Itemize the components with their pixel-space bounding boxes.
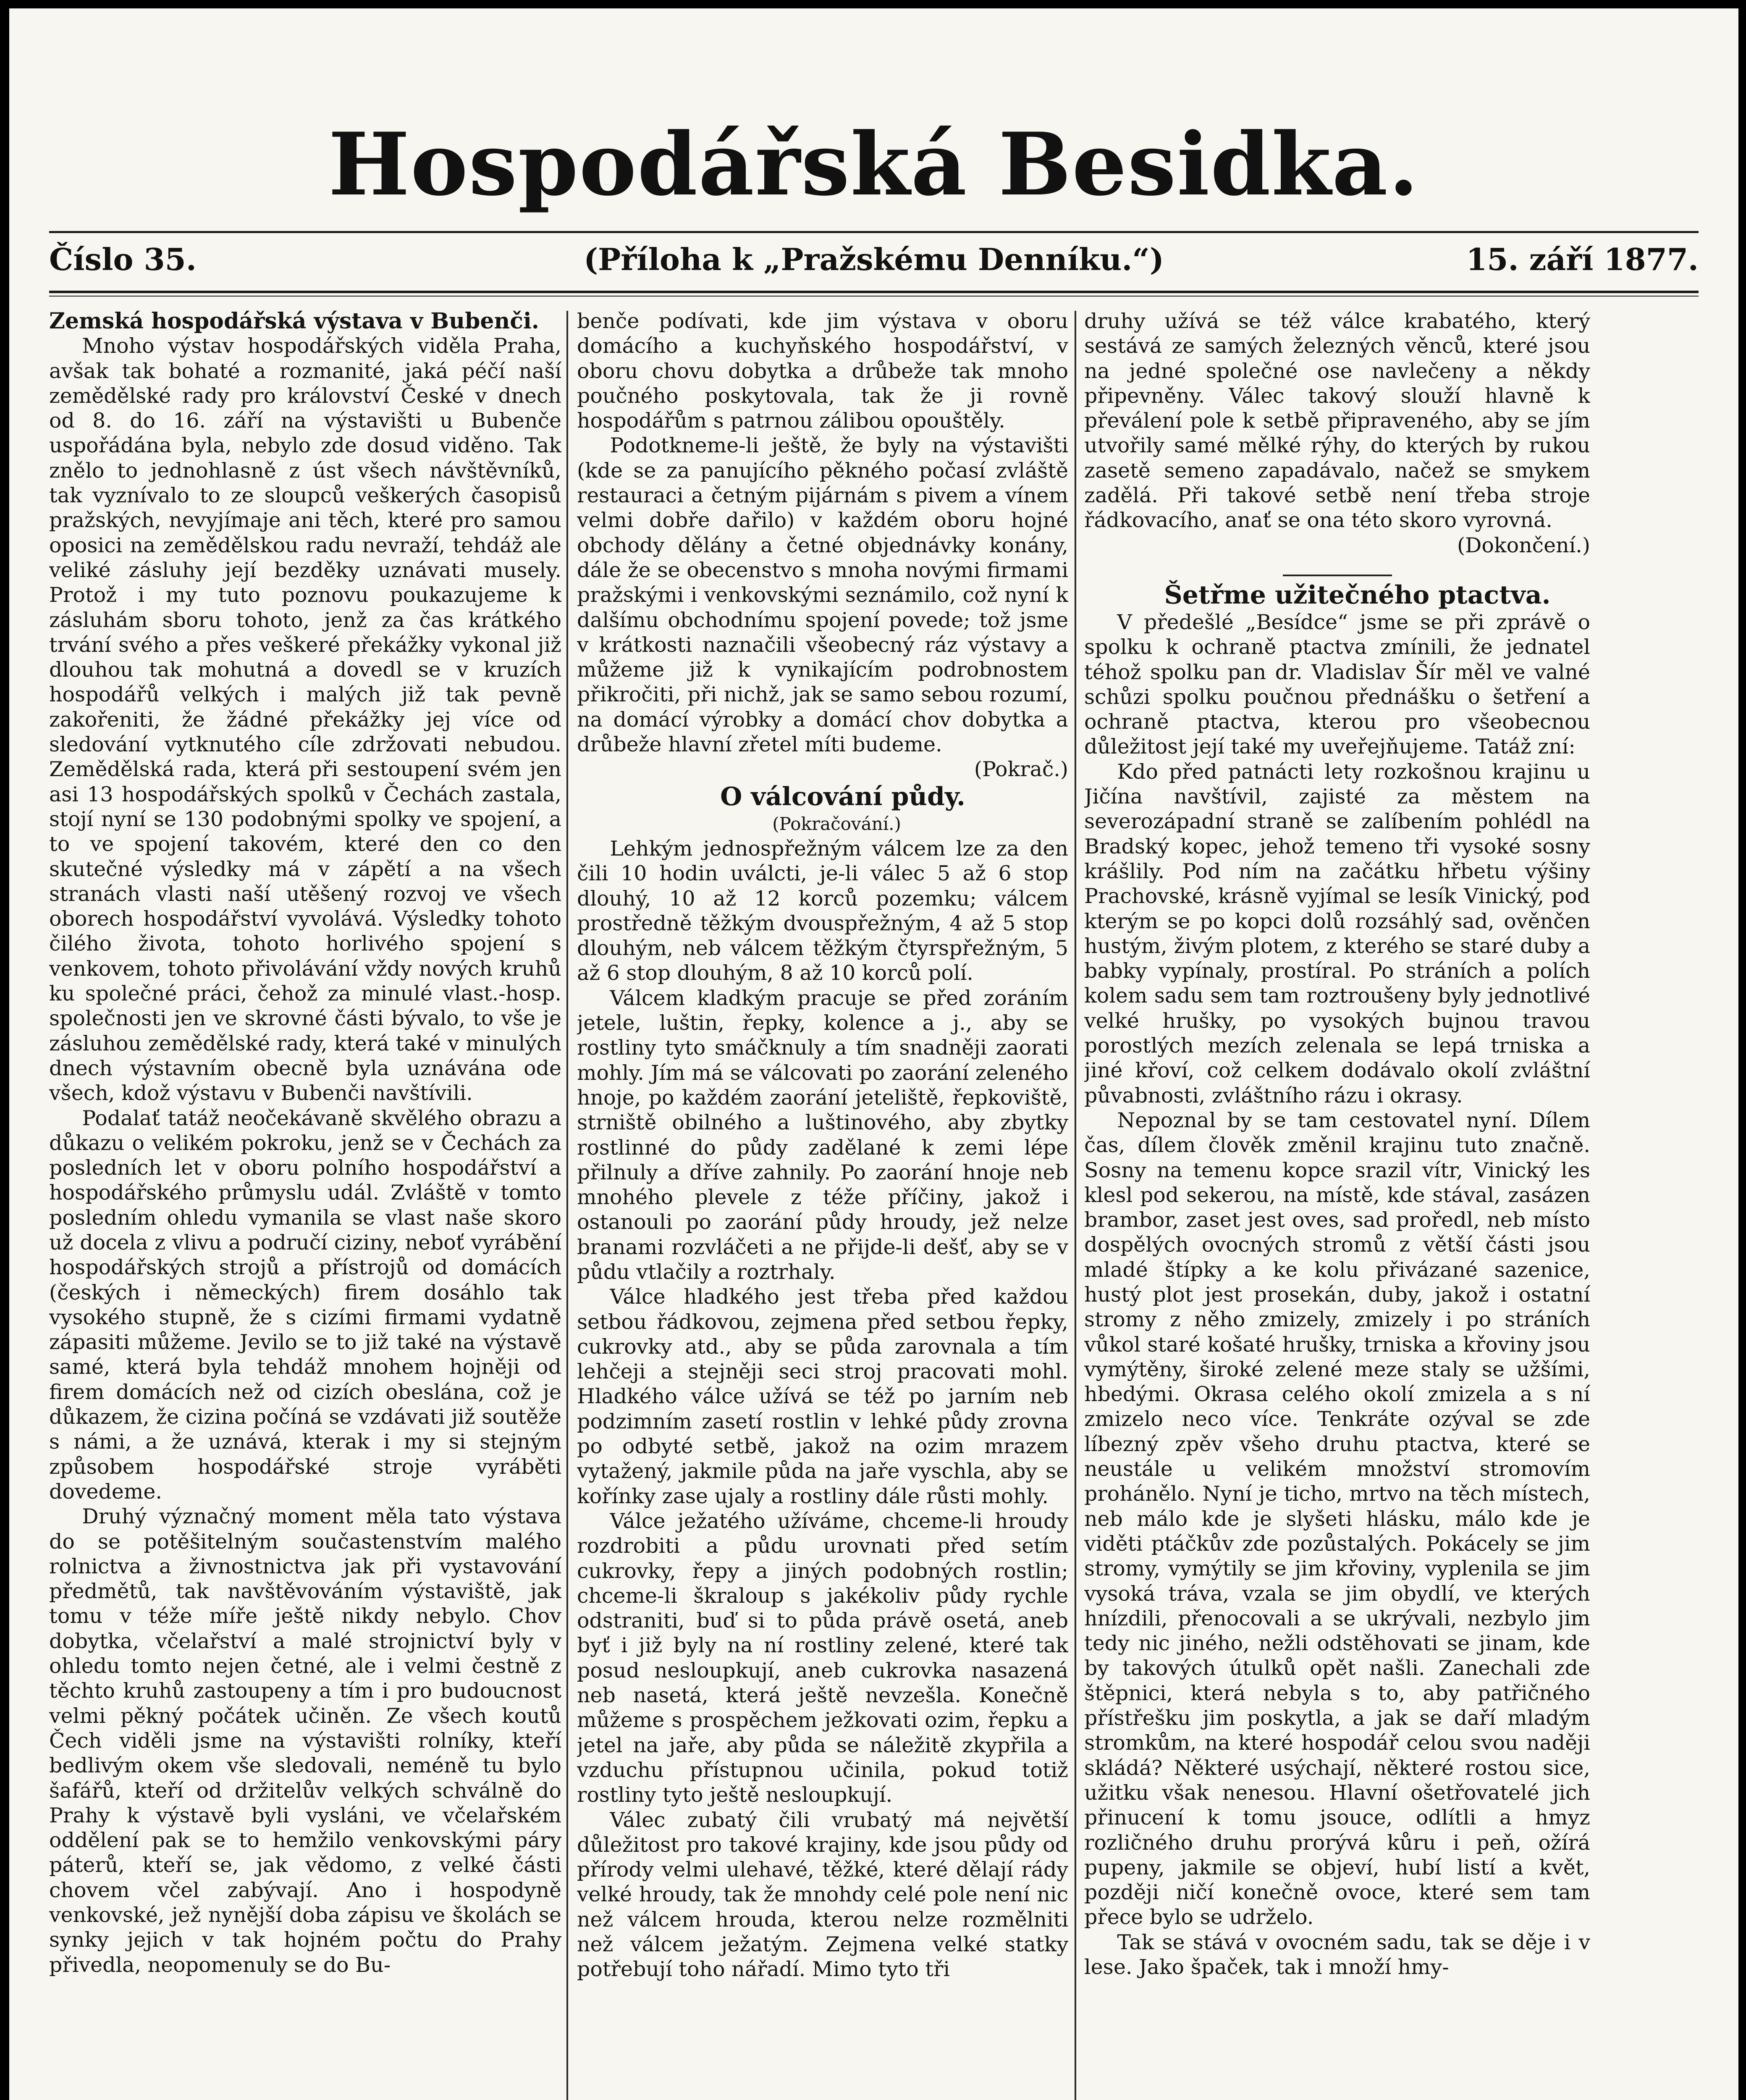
paragraph: V předešlé „Besídce“ jsme se při zprávě o spolku k ochraně ptactva zmínili, že jednatel téhož spolku pan dr. Vladislav Šír měl ve valné schůzi spolku poučnou přednášku o šetření a ochraně ptactva, kterou pro všeobecnou důležitost její také my uveřejňujeme. Tatáž zní: bbox=[1084, 610, 1590, 759]
paragraph: Kdo před patnácti lety rozkošnou krajinu u Jičína navštívil, zajisté za městem na severozápadní straně se zalíbením pohlédl na Bradský kopec, jehož temeno tři vysoké sosny krášlily. Pod ním na začátku hřbetu výšiny Prachovské, krásně vyjímal se lesík Vinický, pod kterým se po kopci dolů rozsáhlý sad, ověnčen hustým, živým plotem, z kteréhо se staré duby a babky vypínaly, prostíral. Po stráních a polích kolem sadu sem tam roztroušeny byly jednotlivé velké hrušky, po vysokých bujnou travou porostlých mezích zelenala se lepá trniska a jiné křoví, což celkem dodávalo okolí zvláštní půvabnosti, zvláštního rázu i okrasy. bbox=[1084, 759, 1590, 1108]
page-title: Hospodářská Besidka. bbox=[328, 114, 1420, 215]
section-title: Šetřme užitečného ptactva. bbox=[1164, 580, 1551, 610]
issue-number: Číslo 35. bbox=[49, 242, 197, 277]
paragraph: Podalať tatáž neočekávaně skvělého obrazu a důkazu o velikém pokroku, jenž se v Čechách za posledních let v oboru polního hospodářství a hospodářského průmyslu udál. Zvláště v tomto posledním ohledu vymanila se vlast naše skoro už docela z vlivu a područí ciziny, neboť vyrábění hospodářských strojů a přístrojů od domácích (českých i německých) firem dosáhlo tak vysokého stupně, že s cizími firmami vydatně zápasiti můžeme. Jevilo se to již také na výstavě samé, která byla tehdáž mnohem hojněji od firem domácích než od cizích obeslána, což je důkazem, že cizina počíná se vzdávati již soutěže s námi, a že uznává, kterak i my si stejným způsobem hospodářské stroje vyráběti dovedeme. bbox=[49, 1106, 561, 1504]
newspaper-page bbox=[9, 8, 1738, 2100]
section-title: O válcování půdy. bbox=[720, 782, 965, 811]
paragraph: Tak se stává v ovocném sadu, tak se děje i v lese. Jako špaček, tak i množí hmy- bbox=[1084, 1930, 1590, 1979]
supplement-note: (Příloha k „Pražskému Denníku.“) bbox=[584, 242, 1164, 277]
column-divider bbox=[1075, 311, 1076, 2100]
issue-date: 15. září 1877. bbox=[1466, 242, 1699, 277]
column-1 bbox=[49, 309, 561, 2100]
column-2 bbox=[577, 309, 1068, 2100]
paragraph: Nepoznal by se tam cestovatel nyní. Dílem čas, dílem člověk změnil krajinu tuto značně. Sosny na temenu kopce srazil vítr, Vinický les klesl pod sekerou, na místě, kde stával, zasázen brambor, zaset jest oves, sad proředl, neb místo dospělých ovocných stromů z větší části jsou mladé štípky a ke kolu přivázané sazenice, hustý plot jest prosekán, duby, jakož i ostatní stromy z něho zmizely, zmizely i po stráních vůkol staré košaté hrušky, trniska a křoviny jsou vymýtěny, široké zelené meze staly se užšími, hbedými. Okrasa celého okolí zmizela a s ní zmizelo neco více. Tenkráte ozýval se zde líbezný zpěv všeho druhu ptactva, které se neustále u velikém množství stromovím prohánělo. Nyní je ticho, mrtvo na těch místech, neb málo kde je slyšeti hlásku, málo kde je viděti ptáčkův zde pozůstalých. Pokácely se jim stromy, vymýtily se jim křoviny, vyplenila se jim vysoká tráva, vzala se jim obydlí, ve kterých hnízdili, přenocovali a se ukrývali, nezbylo jim tedy nic jiného, nežli odstěhovati se jinam, kde by takových útulků opět našli. Zanechali zde štěpnici, která nebyla s to, aby patřičného přístřešku jim poskytla, a jak se daří mladým stromkům, na které hospodář celou svou naději skládá? Některé usýchají, některé rostou sice, užitku však nenesou. Hlavní ošetřovatelé jich přinucení k tomu jsouce, odlítli a hmyz rozličného druhu prorývá kůru i peň, ožírá pupeny, jakmile se objeví, hubí listí a květ, později ničí konečně ovoce, které sem tam přece bylo se udrželo. bbox=[1084, 1108, 1590, 1929]
masthead-rule-bottom bbox=[49, 291, 1699, 293]
paragraph: Druhý význačný moment měla tato výstava do se potěšitelným součastenstvím malého rolnictva a živnostnictva jak při vystavování předmětů, tak navštěvováním výstaviště, jak tomu v téže míře ještě nikdy nebylo. Chov dobytka, včelařství a malé strojnictví byly v ohledu tomto nejen četné, ale i velmi čestně z těchto kruhů zastoupeny a tím i pro budoucnost velmi pěkný počátek učiněn. Ze všech koutů Čech viděli jsme na výstavišti rolníky, kteří bedlivým okem vše sledovali, neméně tu bylo šafářů, kteří od držitelův velkých schválně do Prahy k výstavě byli vysláni, ve včelařském oddělení pak se to hemžilo venkovskými páry páterů, kteří se, jak vědomo, z velké části chovem včel zabývají. Ano i hospodyně venkovské, jež nynější doba zápisu ve školách se synky jejich v tak hojném počtu do Prahy přivedla, neopomenuly se do Bu- bbox=[49, 1504, 561, 1977]
continued-note: (Pokrač.) bbox=[974, 757, 1068, 782]
section-separator bbox=[1283, 575, 1392, 576]
article-title: Zemská hospodářská výstava v Bubenči. bbox=[49, 309, 539, 334]
masthead-rule-top bbox=[49, 231, 1699, 233]
section-subtitle: (Pokračování.) bbox=[772, 813, 901, 834]
masthead-rule-bottom-thin bbox=[49, 296, 1699, 297]
masthead-info bbox=[49, 242, 1699, 284]
paragraph: Mnoho výstav hospodářských viděla Praha, avšak tak bohaté a rozmanité, jaká péčí naší zemědělské rady pro království České v dnech od 8. do 16. září na výstavišti u Bubenče uspořádána byla, nebylo zde dosud viděno. Tak znělo to jednohlasně z úst všech návštěvníků, tak vyznívalo to ze sloupců veškerých časopisů pražských, nevyjímaje ani těch, které pro samou oposici na zemědělskou radu nevraží, tehdáž ale veliké zásluhy její bezděky uznávati musely. Protož i my tuto poznovu poukazujeme k zásluhám sboru tohoto, jenž za čas krátkého trvání svého a přes veškeré překážky vykonal již dlouhou tak mohutná a dovedl se v kruzích hospodářů velkých i malých již tak pevně zakořeniti, že žádné překážky jej více od sledování vytknutého cíle zdržovati nebudou. Zemědělská rada, která při sestoupení svém jen asi 13 hospodářských spolků v Čechách zastala, stojí nyní se 130 podobnými spolky ve spojení, a to ve spojení takovém, které den co den skutečné výsledky má v zápětí a na všech stranách vlasti naší utěšený rozvoj ve všech oborech hospodářství vyvolává. Výsledky tohoto čilého života, tohoto horlivého spojení s venkovem, tohoto přivolávání vždy nových kruhů ku společné práci, čehož za minulé vlast.-hosp. společnosti jen ve skrovné části bývalo, to vše je zásluhou zemědělské rady, která také v minulých dnech výstavním obecně byla uznávána ode všech, kdož výstavu v Bubenči navštívili. bbox=[49, 334, 561, 1105]
paragraph: Válce hladkého jest třeba před každou setbou řádkovou, zejmena před setbou řepky, cukrovky atd., aby se půda zarovnala a tím lehčeji a stejněji seci stroj pracovati mohl. Hladkého válce užívá se též po jarním neb podzimním zasetí rostlin v lehké půdy zrovna po odbyté setbě, jakož na ozim mrazem vytažený, jakmile půda na jaře vyschla, aby se kořínky zase ujaly a rostliny dále růsti mohly. bbox=[577, 1285, 1068, 1508]
concluded-note: (Dokončení.) bbox=[1457, 533, 1590, 557]
paragraph: druhy užívá se též válce krabatého, který sestává ze samých železných věnců, které jsou na jedné společné ose navlečeny a někdy připevněny. Válec takový slouží hlavně k převálení pole k setbě připraveného, aby se jím utvořily samé mělké rýhy, do kterých by rukou zasetě semeno zapadávalo, načež se smykem zadělá. Při takové setbě není třeba stroje řádkovacího, anať se ona této skoro vyrovná. bbox=[1084, 309, 1590, 533]
column-3 bbox=[1084, 309, 1590, 2100]
paragraph: Lehkým jednospřežným válcem lze za den čili 10 hodin uválcti, je-li válec 5 až 6 stop dlouhý, 10 až 12 korců pozemku; válcem prostředně těžkým dvouspřežným, 4 až 5 stop dlouhým, neb válcem těžkým čtyrspřežným, 5 až 6 stop dlouhým, 8 až 10 korců polí. bbox=[577, 836, 1068, 985]
paragraph: Podotkneme-li ještě, že byly na výstavišti (kde se za panujícího pěkného počasí zvláště restauraci a četným pijárnám s pivem a vínem velmi dobře dařilo) v každém oboru hojné obchody dělány a četné objednávky konány, dále že se obecenstvo s mnoha novými firmami pražskými i venkovskými seznámilo, což nyní k dalšímu obchodnímu spojení povede; tož jsme v krátkosti naznačili všeobecný ráz výstavy a můžeme již k vynikajícím podrobnostem přikročiti, při nichž, jak se samo sebou rozumí, na domácí výrobky a domácí chov dobytka a drůbeže hlavní zřetel míti budeme. bbox=[577, 433, 1068, 757]
paragraph: Válec zubatý čili vrubatý má největší důležitost pro takové krajiny, kde jsou půdy od přírody velmi ulehavé, těžké, které dělají rády velké hroudy, tak že mnohdy celé pole není nic než válcem hrouda, kterou nelze rozmělniti než válcem ježatým. Zejmena velké statky potřebují toho nářadí. Mimo tyto tři bbox=[577, 1808, 1068, 1982]
column-divider bbox=[566, 311, 568, 2100]
paragraph: Válce ježatého užíváme, chceme-li hroudy rozdrobiti a půdu urovnati před setím cukrovky, řepy a jiných podobných rostlin; chceme-li škraloup s jakékoliv půdy rychle odstraniti, buď si to půda právě osetá, aneb byť i již byly na ní rostliny zelené, které tak posud nesloupkují, aneb cukrovka nasazená neb nasetá, která ještě nevzešla. Konečně můžeme s prospěchem ježkovati ozim, řepku a jetel na jaře, aby půda se náležitě zkypřila a vzduchu přístupnou učinila, pokud totiž rostliny tyto ještě nesloupkují. bbox=[577, 1509, 1068, 1807]
paragraph: Válcem kladkým pracuje se před zoráním jetele, luštin, řepky, kolence a j., aby se rostliny tyto smáčknuly a tím snadněji zaorati mohly. Jím má se válcovati po zaorání zeleného hnoje, po každém zaorání jeteliště, řepkoviště, strniště obilného a luštinového, aby zbytky rostlinné do půdy zadělané k zemi lépe přilnuly a dříve zahnily. Po zaorání hnoje neb mnohého plevele z téže příčiny, jakož i ostanouli po zaorání půdy hroudy, jež nelze branami rozvláčeti a ne přijde-li dešť, aby se v půdu vtlačily a roztrhaly. bbox=[577, 986, 1068, 1284]
paragraph: benče podívati, kde jim výstava v oboru domácího a kuchyňského hospodářství, v oboru chovu dobytka a drůbeže tak mnoho poučného poskytovala, tak že ji rovně hospodářům s patrnou zálibou opouštěly. bbox=[577, 309, 1068, 433]
